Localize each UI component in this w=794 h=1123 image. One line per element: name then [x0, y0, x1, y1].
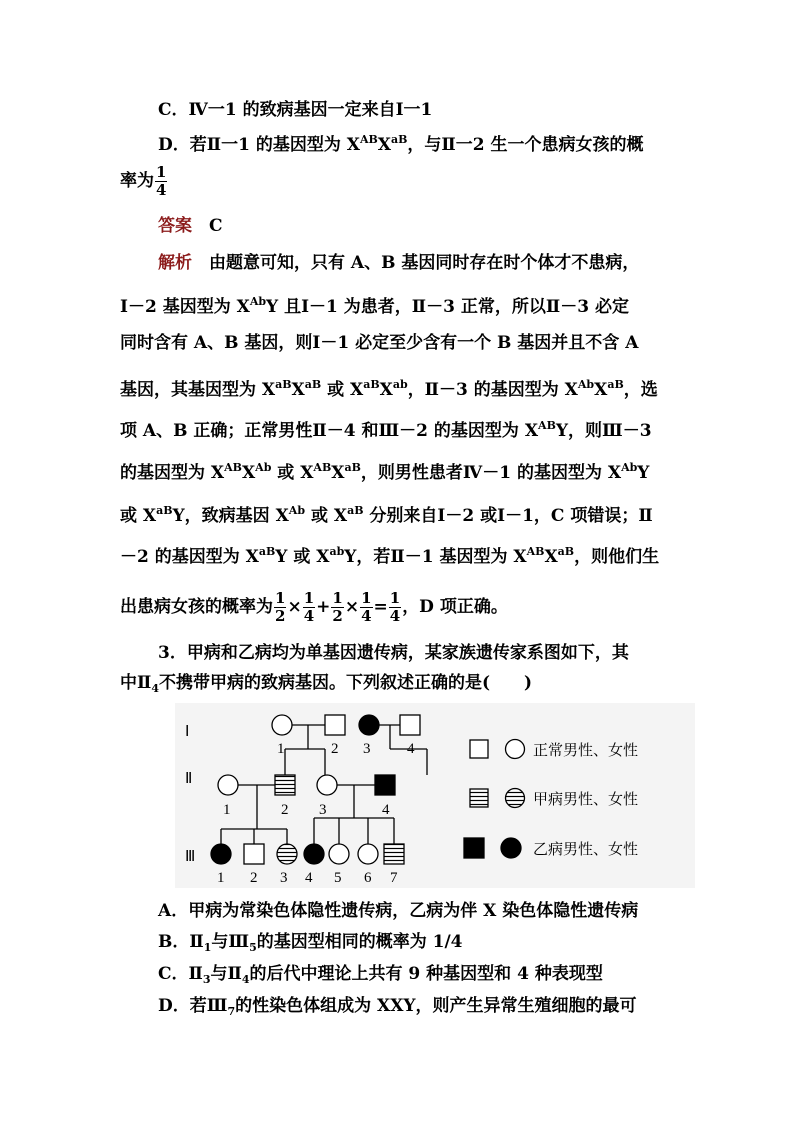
- legend-normal-label: 正常男性、女性: [533, 741, 639, 759]
- gen3-female-1: [211, 844, 231, 864]
- fraction: $\frac{1}{2}$: [275, 589, 286, 625]
- legend-disease-a-label: 甲病男性、女性: [533, 790, 639, 808]
- fraction: $\frac{1}{4}$: [361, 589, 372, 625]
- pedigree-diagram: [175, 703, 695, 888]
- fraction: $\frac{1}{2}$: [332, 589, 343, 625]
- prev-option-d-cont: 率为 $\frac{1}{4}$: [120, 163, 167, 199]
- gen1-num-4: 4: [407, 741, 415, 757]
- gen3-num-3: 3: [280, 870, 288, 886]
- analysis-line-7: 或 $X^{aB}Y$，致病基因 $X^{Ab}$ 或 $X^{aB}$ 分别来自Ⅰ－2 或Ⅰ－1，C 项错误；Ⅱ: [120, 504, 653, 526]
- gen3-male-7: [384, 844, 404, 864]
- fraction: $\frac{1}{4}$: [303, 589, 315, 625]
- gen1-female-1: [272, 715, 292, 735]
- analysis-line-2: Ⅰ－2 基因型为 $X^{Ab}Y$ 且Ⅰ－1 为患者，Ⅱ－3 正常，所以Ⅱ－3 必定: [120, 295, 629, 317]
- fraction: $\frac{1}{4}$: [389, 589, 401, 625]
- gen1-male-4: [400, 715, 420, 735]
- analysis-line-4: 基因，其基因型为 $X^{aB}X^{aB}$ 或 $X^{aB}X^{ab}$，Ⅱ－3 的基因型为 $X^{Ab}X^{aB}$，选: [120, 378, 658, 400]
- gen2-num-4: 4: [382, 802, 390, 818]
- gen3-num-5: 5: [334, 870, 342, 886]
- analysis-line-8: －2 的基因型为 $X^{aB}Y$ 或 $X^{ab}Y$，若Ⅱ－1 基因型为 $X^{AB}X^{aB}$，则他们生: [120, 545, 660, 567]
- gen2-num-2: 2: [281, 802, 289, 818]
- gen3-num-1: 1: [217, 870, 225, 886]
- gen3-female-3: [277, 844, 297, 864]
- gen3-female-4: [304, 844, 324, 864]
- q3-option-d: D．若$Ⅲ_7$的性染色体组成为 XXY，则产生异常生殖细胞的最可: [158, 996, 637, 1018]
- q3-stem-1: 3．甲病和乙病均为单基因遗传病，某家族遗传家系图如下，其: [158, 643, 629, 663]
- answer-label: 答案: [158, 216, 192, 236]
- gen2-female-3: [317, 775, 337, 795]
- analysis-line-5: 项 A、B 正确；正常男性Ⅱ－4 和Ⅲ－2 的基因型为 $X^{AB}Y$，则Ⅲ－3: [120, 419, 652, 441]
- analysis-line-9: 出患病女孩的概率为 $\frac{1}{2}$ × $\frac{1}{4}$ + $\frac{1}{2}$ × $\frac{1}{4}$ = $\frac{1}{4}$ ，D 项正确。: [120, 589, 508, 625]
- gen3-num-4: 4: [305, 870, 313, 886]
- gen3-num-6: 6: [364, 870, 372, 886]
- gen3-female-6: [358, 844, 378, 864]
- analysis-label: 解析: [158, 253, 192, 273]
- gen2-male-2: [275, 775, 295, 795]
- gen1-male-2: [325, 715, 345, 735]
- gen1-num-2: 2: [331, 741, 339, 757]
- gen2-female-1: [218, 775, 238, 795]
- gen3-num-2: 2: [250, 870, 258, 886]
- legend-disease-a-female: [506, 789, 525, 808]
- analysis-line-1: 解析 由题意可知，只有 A、B 基因同时存在时个体才不患病，: [158, 253, 640, 273]
- gen2-male-4: [375, 775, 395, 795]
- gen2-num-1: 1: [223, 802, 231, 818]
- gen-label-3: Ⅲ: [185, 849, 196, 865]
- gen3-num-7: 7: [390, 870, 398, 886]
- gen2-num-3: 3: [319, 802, 327, 818]
- gen3-male-2: [244, 844, 264, 864]
- answer-line: [158, 214, 223, 238]
- prev-option-d: D．若Ⅱ一1 的基因型为 $X^{AB}X^{aB}$，与Ⅱ一2 生一个患病女孩的概: [158, 133, 644, 155]
- gen-label-2: Ⅱ: [185, 771, 193, 787]
- answer-value: C: [209, 216, 223, 236]
- gen3-female-5: [329, 844, 349, 864]
- q3-stem-2: 中$Ⅱ_4$不携带甲病的致病基因。下列叙述正确的是( ): [120, 673, 533, 695]
- legend-normal-male: [470, 740, 488, 758]
- q3-option-a: A．甲病为常染色体隐性遗传病，乙病为伴 X 染色体隐性遗传病: [158, 901, 639, 921]
- gen1-female-3: [359, 715, 379, 735]
- legend-disease-a-male: [470, 789, 488, 807]
- gen-label-1: Ⅰ: [185, 724, 190, 740]
- legend-disease-b-label: 乙病男性、女性: [533, 840, 639, 858]
- fraction: $\frac{1}{4}$: [156, 163, 167, 199]
- gen1-num-1: 1: [277, 741, 285, 757]
- analysis-line-6: 的基因型为 $X^{AB}X^{Ab}$ 或 $X^{AB}X^{aB}$，则男性患者Ⅳ－1 的基因型为 $X^{Ab}Y$: [120, 461, 650, 483]
- legend-normal-female: [506, 740, 525, 759]
- prev-option-c: C．Ⅳ一1 的致病基因一定来自Ⅰ一1: [158, 100, 433, 120]
- q3-option-c: C．$Ⅱ_3$与$Ⅱ_4$的后代中理论上共有 9 种基因型和 4 种表现型: [158, 964, 603, 986]
- analysis-line-3: 同时含有 A、B 基因，则Ⅰ－1 必定至少含有一个 B 基因并且不含 A: [120, 333, 639, 353]
- legend-disease-b-male: [464, 838, 484, 858]
- q3-option-b: B．$Ⅱ_1$与$Ⅲ_5$的基因型相同的概率为 1/4: [158, 932, 463, 954]
- gen1-num-3: 3: [363, 741, 371, 757]
- legend-disease-b-female: [501, 838, 521, 858]
